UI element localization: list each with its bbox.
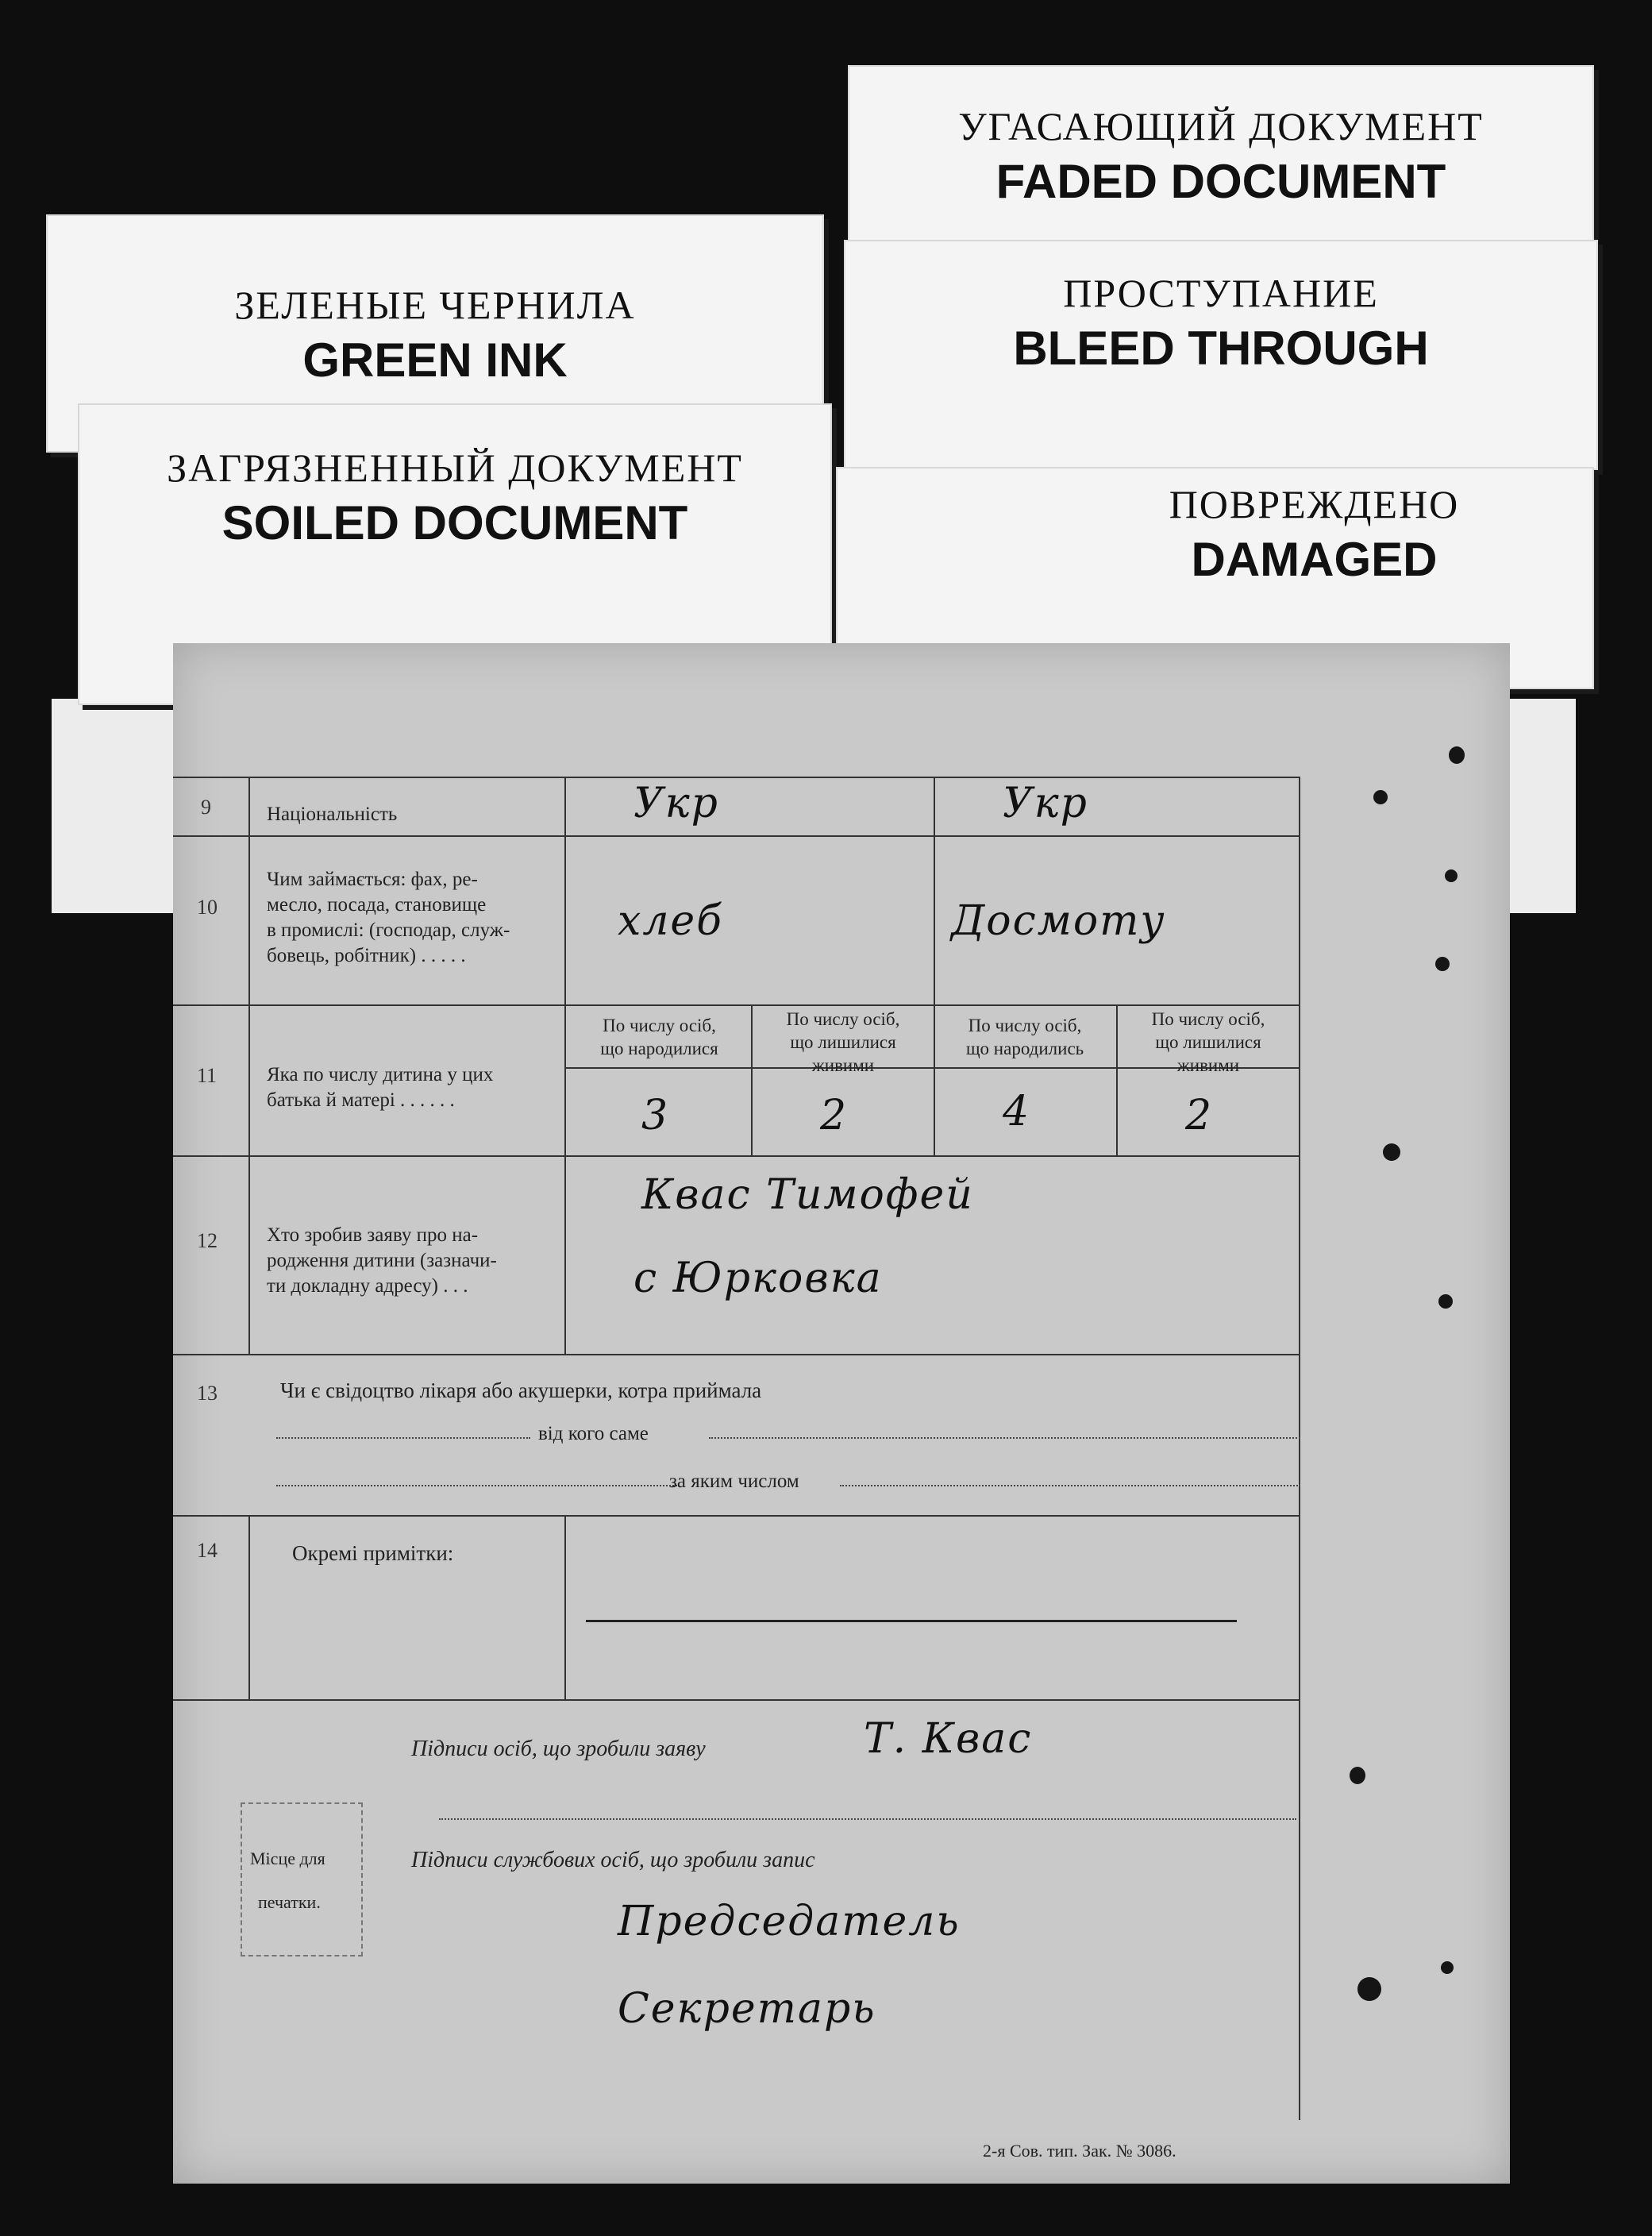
occupation-label-line: Чим займається: фах, ре-	[267, 869, 478, 890]
applicant-label-line: ти докладну адресу) . . .	[267, 1275, 468, 1297]
punch-hole	[1445, 869, 1458, 882]
occupation-label-line: бовець, робітник) . . . . .	[267, 945, 466, 966]
bleed-through-label	[844, 240, 1598, 470]
soiled-label-ru: ЗАГРЯЗНЕННЫЙ ДОКУМЕНТ	[167, 445, 743, 490]
strikeout-line	[586, 1620, 1237, 1622]
h-rule	[173, 1354, 1300, 1355]
dotted-line	[276, 1485, 677, 1486]
punch-hole	[1435, 957, 1450, 971]
occupation-label-line: месло, посада, становище	[267, 894, 487, 916]
v-rule	[248, 777, 250, 1354]
father-born-count: 3	[641, 1092, 670, 1139]
row-number: 13	[197, 1382, 218, 1405]
father-alive-count: 2	[820, 1092, 849, 1139]
h-rule	[173, 1515, 1300, 1517]
v-rule	[751, 1004, 753, 1155]
notes-label: Окремі примітки:	[292, 1541, 454, 1565]
chair-signature: Председатель	[618, 1898, 961, 1945]
stamp-box	[241, 1802, 363, 1956]
applicant-signatures-label: Підписи осіб, що зробили заяву	[411, 1737, 706, 1761]
child-order-label-line: Яка по числу дитина у цих	[267, 1064, 494, 1085]
child-order-label-line: батька й матері . . . . . .	[267, 1089, 455, 1111]
row-number: 12	[197, 1229, 218, 1252]
v-rule	[1299, 1699, 1300, 2120]
green-label-en: GREEN INK	[302, 333, 568, 387]
occupation-label-line: в промислі: (господар, служ-	[267, 919, 510, 941]
punch-hole	[1441, 1961, 1454, 1974]
secretary-signature: Секретарь	[618, 1985, 876, 2033]
h-rule	[173, 1155, 1300, 1157]
v-rule	[564, 1515, 566, 1699]
stamp-label-line: печатки.	[258, 1892, 321, 1912]
dotted-line	[840, 1485, 1300, 1486]
punch-hole	[1373, 790, 1388, 804]
v-rule	[1299, 777, 1300, 1155]
row-number: 10	[197, 896, 218, 919]
v-rule	[564, 777, 566, 1354]
col-header-alive: По числу осіб, що лишилися живими	[1151, 1009, 1265, 1075]
v-rule	[248, 1515, 250, 1699]
dotted-line	[709, 1437, 1300, 1439]
row-number: 11	[197, 1064, 218, 1087]
punch-hole	[1383, 1143, 1400, 1161]
faded-label-ru: УГАСАЮЩИЙ ДОКУМЕНТ	[958, 104, 1484, 148]
faded-label-en: FADED DOCUMENT	[995, 155, 1446, 208]
h-rule	[173, 835, 1300, 837]
from-whom-label: від кого саме	[538, 1423, 649, 1444]
green-label-ru: ЗЕЛЕНЫЕ ЧЕРНИЛА	[234, 283, 636, 327]
bleed-label-en: BLEED THROUGH	[1013, 322, 1429, 375]
v-rule	[934, 777, 935, 1155]
punch-hole	[1350, 1767, 1365, 1784]
h-rule	[173, 777, 1300, 778]
punch-hole	[1357, 1977, 1381, 2001]
col-header-alive: По числу осіб, що лишилися живими	[786, 1009, 900, 1075]
dotted-line	[276, 1437, 530, 1439]
date-label: за яким числом	[669, 1471, 799, 1492]
father-nationality: Укр	[633, 780, 719, 827]
mother-occupation: Досмоту	[951, 897, 1166, 945]
stamp-label-line: Місце для	[250, 1849, 325, 1868]
h-rule	[173, 1699, 1300, 1701]
applicant-signature: Т. Квас	[864, 1715, 1033, 1763]
form-table	[173, 643, 1510, 2184]
punch-hole	[1438, 1294, 1453, 1309]
applicant-label-line: родження дитини (зазначи-	[267, 1250, 497, 1271]
certificate-question: Чи є свідоцтво лікаря або акушерки, котра приймала	[280, 1378, 762, 1402]
dotted-line	[439, 1818, 1296, 1820]
bleed-label-ru: ПРОСТУПАНИЕ	[1063, 271, 1379, 315]
row-number: 14	[197, 1539, 218, 1562]
col-header-born: По числу осіб, що народились	[965, 1016, 1084, 1058]
damaged-label-en: DAMAGED	[1191, 533, 1438, 586]
father-occupation: хлеб	[618, 897, 723, 945]
v-rule	[1116, 1004, 1118, 1155]
h-rule	[173, 1004, 1300, 1006]
birth-record-page	[173, 643, 1510, 2184]
applicant-label-line: Хто зробив заяву про на-	[267, 1224, 479, 1246]
col-header-born: По числу осіб, що народилися	[600, 1016, 718, 1058]
official-signatures-label: Підписи службових осіб, що зробили запис	[411, 1848, 815, 1872]
damaged-label-ru: ПОВРЕЖДЕНО	[1169, 482, 1460, 526]
soiled-label-en: SOILED DOCUMENT	[221, 496, 688, 549]
mother-born-count: 4	[1003, 1088, 1031, 1135]
printer-imprint: 2-я Сов. тип. Зак. № 3086.	[983, 2141, 1176, 2161]
mother-nationality: Укр	[1003, 780, 1088, 827]
applicant-name: Квас Тимофей	[641, 1171, 974, 1219]
nationality-label: Національність	[267, 804, 398, 825]
mother-alive-count: 2	[1185, 1092, 1214, 1139]
punch-hole	[1449, 746, 1465, 764]
applicant-address: с Юрковка	[633, 1255, 883, 1302]
row-number: 9	[201, 796, 211, 819]
